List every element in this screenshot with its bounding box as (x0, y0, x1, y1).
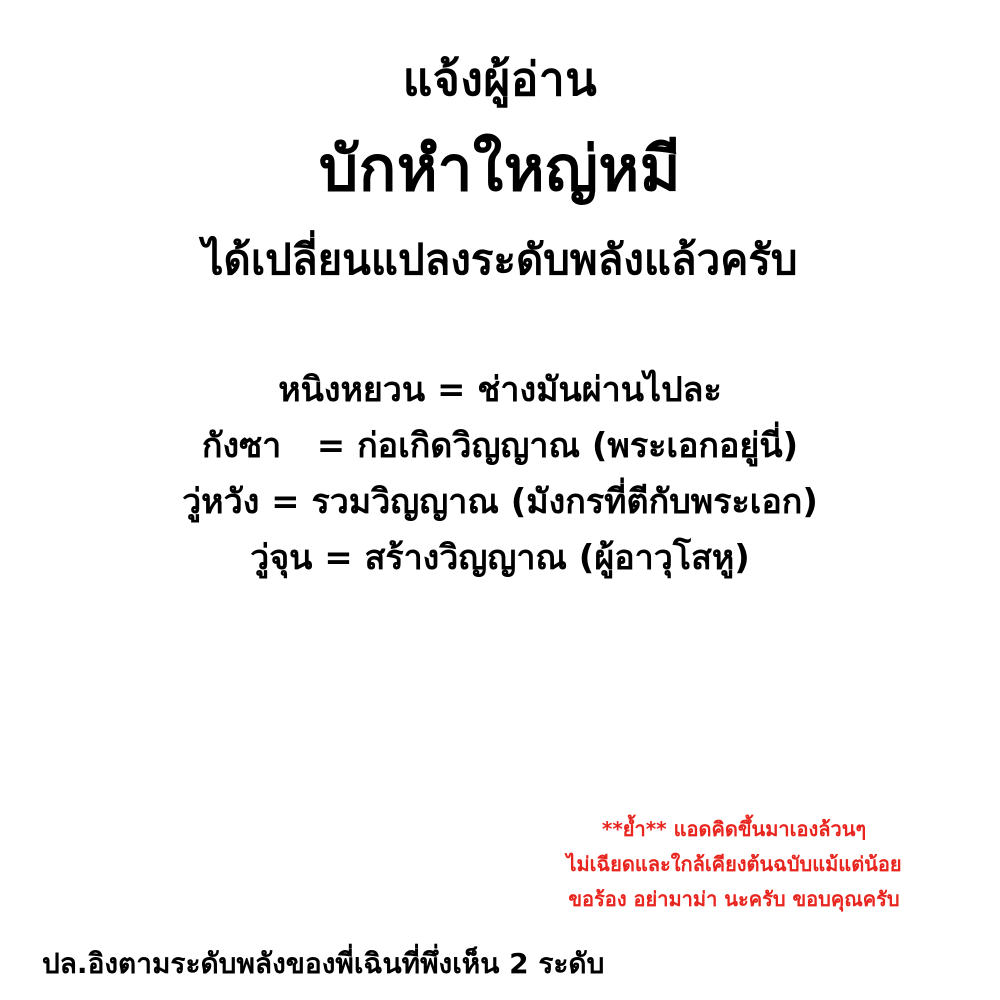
subheadline-text: ได้เปลี่ยนแปลงระดับพลังแล้วครับ (202, 235, 798, 285)
postscript-text: ปล.อิงตามระดับพลังของพี่เฉินที่พึ่งเห็น 2 ระดับ (42, 946, 605, 980)
subheadline (0, 205, 1000, 285)
headline (0, 106, 1000, 205)
glossary-item: หนิงหยวน = ช่างมันผ่านไปละ (278, 369, 722, 410)
glossary-list (0, 286, 1000, 586)
glossary-item: วู่หวัง = รวมวิญญาณ (มังกรที่ตีกับพระเอก) (182, 482, 818, 522)
footnote-line: ขอร้อง อย่ามาม่า นะครับ ขอบคุณครับ (568, 887, 900, 911)
headline-text: บักหำใหญ่หมี (318, 132, 682, 206)
notice-title-text: แจ้งผู้อ่าน (402, 52, 598, 106)
footnote-line: **ย้ำ** แอดคิดขึ้นมาเองล้วนๆ (601, 817, 867, 841)
footnote-line: ไม่เฉียดและใกล้เคียงต้นฉบับแม้แต่น้อย (566, 852, 902, 876)
notice-title (0, 0, 1000, 106)
glossary-item: กังซา = ก่อเกิดวิญญาณ (พระเอกอยู่นี่) (201, 425, 799, 466)
footnote-block (524, 812, 944, 917)
glossary-item: วู่จุน = สร้างวิญญาณ (ผู้อาวุโสหู) (250, 538, 750, 579)
